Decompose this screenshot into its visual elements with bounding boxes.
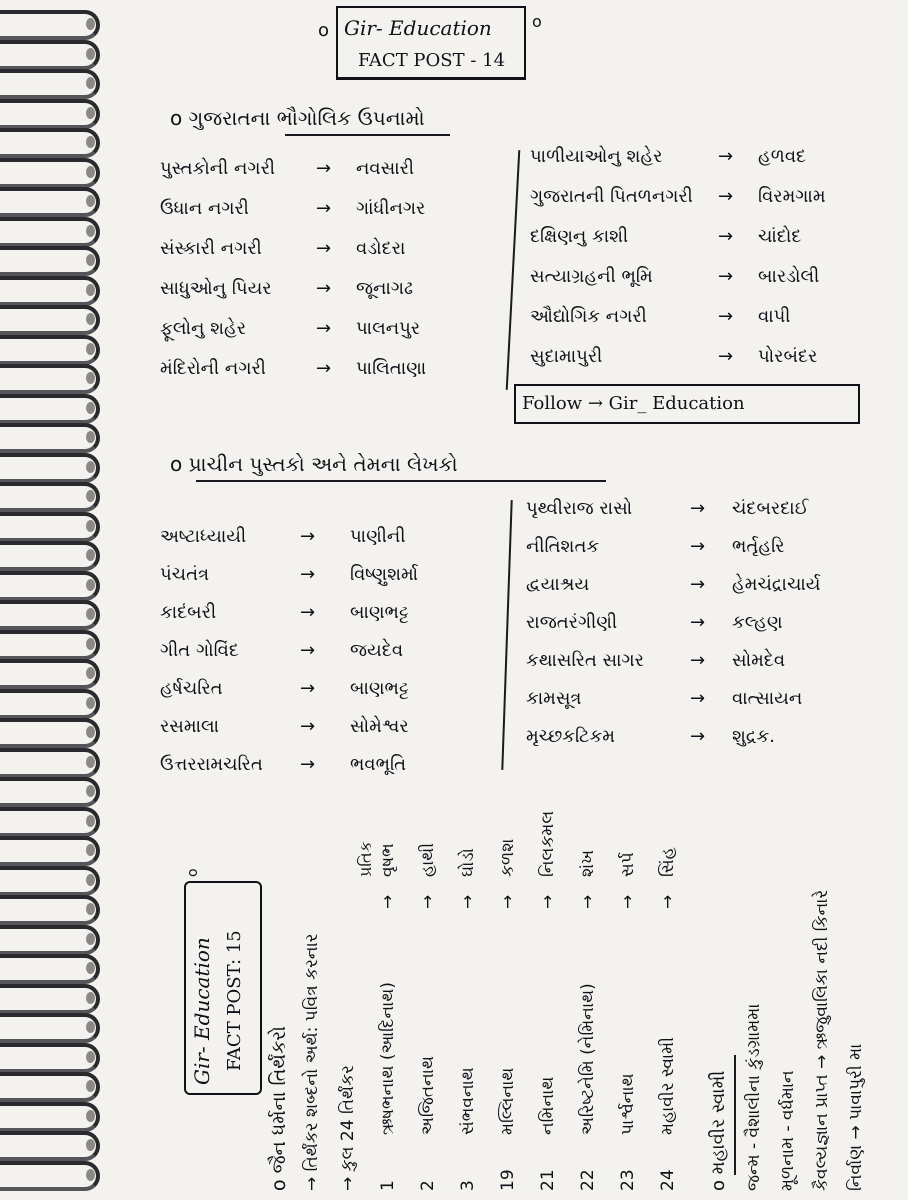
row-arrow: →: [690, 688, 706, 709]
row-value: બારડોલી: [758, 266, 820, 287]
spiral-ring: [0, 1102, 100, 1132]
row-value: પોરબંદર: [758, 346, 818, 367]
row-name: રસમાલા: [160, 716, 220, 737]
spiral-ring: [0, 99, 100, 129]
jain-definition: → તિર્થંકર શબ્દનો અર્થ: પવિત્ર કરનાર: [302, 933, 322, 1191]
spiral-ring: [0, 954, 100, 984]
punch-hole: [86, 431, 95, 443]
mahavir-name: મૂળનામ - વર્ધમાન: [778, 1070, 798, 1191]
row-name: પંચતંત્ર: [160, 564, 210, 585]
row-arrow: →: [690, 612, 706, 633]
row-arrow: →: [300, 716, 316, 737]
row-value: ચાંદોદ: [758, 226, 802, 247]
spiral-binding: [0, 0, 110, 1200]
tirthankar-name: નમિનાથ: [538, 1076, 558, 1135]
spiral-ring: [0, 748, 100, 778]
tirthankar-symbol: નિલકમલ: [538, 810, 558, 877]
punch-hole: [86, 402, 95, 414]
row-value: હળવદ: [758, 146, 807, 167]
row-value: પાલનપુર: [356, 318, 421, 339]
row-value: પાણીની: [350, 526, 406, 547]
spiral-ring: [0, 335, 100, 365]
row-value: બાણભટ્ટ: [350, 602, 409, 623]
row-name: કામસૂત્ર: [526, 688, 582, 709]
punch-hole: [86, 579, 95, 591]
row-value: પાલિતાણા: [356, 358, 427, 379]
row-arrow: →: [300, 678, 316, 699]
row-name: ગીત ગોવિંદ: [160, 640, 239, 661]
tirthankar-arrow: →: [498, 894, 518, 909]
section1-title: o ગુજરાતના ભૌગોલિક ઉપનામો: [170, 106, 425, 130]
tirthankar-number: 24: [658, 1169, 678, 1191]
punch-hole: [86, 18, 95, 30]
spiral-ring: [0, 217, 100, 247]
punch-hole: [86, 756, 95, 768]
tirthankar-number: 3: [458, 1180, 478, 1191]
row-name: મૃચ્છકટિકમ: [526, 726, 615, 747]
row-value: ચંદબરદાઈ: [732, 498, 809, 519]
tirthankar-name: મહાવીર સ્વામી: [658, 1037, 678, 1135]
punch-hole: [86, 343, 95, 355]
row-value: જૂનાગઢ: [356, 278, 413, 299]
spiral-ring: [0, 836, 100, 866]
punch-hole: [86, 992, 95, 1004]
row-arrow: →: [316, 358, 332, 379]
spiral-ring: [0, 158, 100, 188]
punch-hole: [86, 1021, 95, 1033]
spiral-ring: [0, 394, 100, 424]
row-arrow: →: [690, 574, 706, 595]
row-value: ભવભૂતિ: [350, 754, 407, 775]
row-value: ગાંધીનગર: [356, 198, 426, 219]
row-name: પુસ્તકોની નગરી: [160, 158, 276, 179]
mahavir-birth: જન્મ - વૈશાલીના કુંડગ્રામમા: [744, 1003, 764, 1191]
post15-bullet: o: [185, 868, 201, 877]
spiral-ring: [0, 925, 100, 955]
jain-title: o જૈન ધર્મના તિર્થંકરો: [268, 1026, 290, 1191]
row-name: પૃથ્વીરાજ રાસો: [526, 498, 633, 519]
tirthankar-number: 21: [538, 1169, 558, 1191]
mahavir-knowledge: કૈવલ્યજ્ઞાન પ્રાપ્ત → ઋજુવાલિકા નદી કિનારે: [812, 889, 832, 1191]
punch-hole: [86, 903, 95, 915]
spiral-ring: [0, 1161, 100, 1191]
tirthankar-arrow: →: [538, 894, 558, 909]
punch-hole: [86, 520, 95, 532]
row-arrow: →: [316, 198, 332, 219]
section2-divider: [501, 500, 512, 770]
spiral-ring: [0, 630, 100, 660]
punch-hole: [86, 313, 95, 325]
tirthankar-symbol: કળશ: [498, 838, 518, 877]
tirthankar-symbol: શંખ: [578, 849, 598, 877]
row-arrow: →: [300, 754, 316, 775]
row-value: વિષ્ણુશર્મા: [350, 564, 419, 585]
spiral-ring: [0, 40, 100, 70]
tirthankar-number: 19: [498, 1169, 518, 1191]
tirthankar-name: અરિષ્ટનેમિ (નેમિનાથ): [578, 983, 598, 1135]
spiral-ring: [0, 571, 100, 601]
row-value: સોમેશ્વર: [350, 716, 409, 737]
tirthankar-name: પાર્શ્વનાથ: [618, 1073, 638, 1135]
row-arrow: →: [718, 186, 734, 207]
row-name: નીતિશતક: [526, 536, 600, 557]
row-arrow: →: [718, 226, 734, 247]
tirthankar-symbol: હાથી: [418, 842, 438, 877]
spiral-ring: [0, 895, 100, 925]
row-name: દ્વયાશ્રય: [526, 574, 590, 595]
row-name: કાદંબરી: [160, 602, 217, 623]
row-name: સંસ્કારી નગરી: [160, 238, 262, 259]
spiral-ring: [0, 600, 100, 630]
spiral-ring: [0, 423, 100, 453]
mahavir-heading: o મહાવીર સ્વામી: [708, 1070, 729, 1191]
spiral-ring: [0, 541, 100, 571]
punch-hole: [86, 785, 95, 797]
tirthankar-number: 2: [418, 1180, 438, 1191]
tirthankar-name: ઋષભનાથ (આદિનાથ): [378, 982, 398, 1135]
row-name: સત્યાગ્રહની ભૂમિ: [530, 266, 653, 287]
row-arrow: →: [300, 526, 316, 547]
row-arrow: →: [316, 278, 332, 299]
row-value: નવસારી: [356, 158, 415, 179]
tirthankar-name: મલ્લિનાથ: [498, 1067, 518, 1135]
row-arrow: →: [316, 238, 332, 259]
header-post: FACT POST - 14: [358, 50, 506, 71]
punch-hole: [86, 549, 95, 561]
row-arrow: →: [300, 564, 316, 585]
row-name: ફૂલોનુ શહેર: [160, 318, 247, 339]
punch-hole: [86, 461, 95, 473]
row-arrow: →: [300, 640, 316, 661]
row-name: અષ્ટાધ્યાયી: [160, 526, 247, 547]
punch-hole: [86, 933, 95, 945]
punch-hole: [86, 490, 95, 502]
row-arrow: →: [718, 346, 734, 367]
fact-post-15: [180, 785, 870, 1195]
row-value: જયદેવ: [350, 640, 404, 661]
row-value: શુદ્રક.: [732, 726, 775, 747]
punch-hole: [86, 284, 95, 296]
punch-hole: [86, 372, 95, 384]
spiral-ring: [0, 984, 100, 1014]
spiral-ring: [0, 512, 100, 542]
row-value: કલ્હણ: [732, 612, 783, 633]
header-bullet: o: [318, 20, 330, 41]
row-value: વડોદરા: [356, 238, 406, 259]
row-name: હર્ષચરિત: [160, 678, 223, 699]
punch-hole: [86, 1169, 95, 1181]
tirthankar-number: 23: [618, 1169, 638, 1191]
punch-hole: [86, 166, 95, 178]
spiral-ring: [0, 1131, 100, 1161]
tirthankar-symbol: વૃષભ: [378, 843, 398, 877]
punch-hole: [86, 225, 95, 237]
spiral-ring: [0, 187, 100, 217]
punch-hole: [86, 1080, 95, 1092]
tirthankar-arrow: →: [458, 894, 478, 909]
row-value: વાપી: [758, 306, 791, 327]
punch-hole: [86, 638, 95, 650]
punch-hole: [86, 48, 95, 60]
row-arrow: →: [690, 536, 706, 557]
spiral-ring: [0, 807, 100, 837]
header-bullet-right: o: [532, 12, 542, 31]
section1-divider: [506, 150, 521, 390]
tirthankar-arrow: →: [578, 894, 598, 909]
row-name: પાળીયાઓનુ શહેર: [530, 146, 663, 167]
punch-hole: [86, 697, 95, 709]
row-arrow: →: [316, 158, 332, 179]
spiral-ring: [0, 1043, 100, 1073]
punch-hole: [86, 1110, 95, 1122]
spiral-ring: [0, 866, 100, 896]
tirthankar-arrow: →: [418, 894, 438, 909]
spiral-ring: [0, 10, 100, 40]
row-value: સોમદેવ: [732, 650, 786, 671]
spiral-ring: [0, 69, 100, 99]
punch-hole: [86, 815, 95, 827]
punch-hole: [86, 195, 95, 207]
section2-title: o પ્રાચીન પુસ્તકો અને તેમના લેખકો: [170, 452, 458, 476]
row-name: ઉત્તરરામચરિત: [160, 754, 263, 775]
row-name: મંદિરોની નગરી: [160, 358, 266, 379]
header-brand: Gir- Education: [344, 16, 492, 40]
row-name: ઉધાન નગરી: [160, 198, 249, 219]
punch-hole: [86, 874, 95, 886]
row-arrow: →: [718, 306, 734, 327]
row-arrow: →: [316, 318, 332, 339]
tirthankar-arrow: →: [378, 894, 398, 909]
row-name: રાજતરંગીણી: [526, 612, 618, 633]
punch-hole: [86, 962, 95, 974]
punch-hole: [86, 77, 95, 89]
spiral-ring: [0, 453, 100, 483]
punch-hole: [86, 844, 95, 856]
punch-hole: [86, 1051, 95, 1063]
spiral-ring: [0, 689, 100, 719]
row-arrow: →: [690, 726, 706, 747]
spiral-ring: [0, 128, 100, 158]
tirthankar-symbol: સિંહ: [658, 847, 678, 877]
punch-hole: [86, 667, 95, 679]
spiral-ring: [0, 659, 100, 689]
tirthankar-arrow: →: [658, 894, 678, 909]
tirthankar-number: 22: [578, 1169, 598, 1191]
spiral-ring: [0, 482, 100, 512]
spiral-ring: [0, 1072, 100, 1102]
punch-hole: [86, 1139, 95, 1151]
row-arrow: →: [718, 266, 734, 287]
spiral-ring: [0, 1013, 100, 1043]
punch-hole: [86, 608, 95, 620]
row-value: ભર્તૃહરિ: [732, 536, 785, 557]
row-arrow: →: [300, 602, 316, 623]
row-arrow: →: [690, 650, 706, 671]
row-name: ઔદ્યોગિક નગરી: [530, 306, 647, 327]
tirthankar-arrow: →: [618, 894, 638, 909]
post15-brand: Gir- Education: [190, 937, 214, 1085]
tirthankar-symbol: સર્પ: [618, 852, 638, 877]
row-name: દક્ષિણનુ કાશી: [530, 226, 629, 247]
row-name: સાધુઓનુ પિયર: [160, 278, 272, 299]
row-name: ગુજરાતની પિતળનગરી: [530, 186, 693, 207]
section1-title-underline: [285, 134, 450, 136]
punch-hole: [86, 254, 95, 266]
spiral-ring: [0, 276, 100, 306]
row-value: વિરમગામ: [758, 186, 826, 207]
row-value: હેમચંદ્રાચાર્ય: [732, 574, 821, 595]
spiral-ring: [0, 305, 100, 335]
row-name: કથાસરિત સાગર: [526, 650, 644, 671]
spiral-ring: [0, 246, 100, 276]
spiral-ring: [0, 364, 100, 394]
tirthankar-name: અજિતનાથ: [418, 1056, 438, 1135]
punch-hole: [86, 726, 95, 738]
symbol-heading: પ્રતિક: [356, 841, 375, 877]
tirthankar-number: 1: [378, 1180, 398, 1191]
row-arrow: →: [690, 498, 706, 519]
row-value: વાત્સાયન: [732, 688, 803, 709]
punch-hole: [86, 107, 95, 119]
jain-count: → કુલ 24 તિર્થંકર: [338, 1065, 358, 1191]
tirthankar-name: સંભવનાથ: [458, 1067, 478, 1135]
spiral-ring: [0, 777, 100, 807]
tirthankar-symbol: ઘોડો: [458, 848, 478, 877]
mahavir-underline: [734, 1055, 736, 1175]
row-arrow: →: [718, 146, 734, 167]
punch-hole: [86, 136, 95, 148]
row-name: સુદામાપુરી: [530, 346, 603, 367]
follow-text: Follow → Gir_ Education: [522, 393, 745, 414]
mahavir-nirvana: નિર્વાણ → પાવાપુરી મા: [846, 1043, 866, 1191]
post15-post: FACT POST: 15: [224, 930, 245, 1071]
row-value: બાણભટ્ટ: [350, 678, 409, 699]
section2-title-underline: [196, 480, 606, 482]
spiral-ring: [0, 718, 100, 748]
